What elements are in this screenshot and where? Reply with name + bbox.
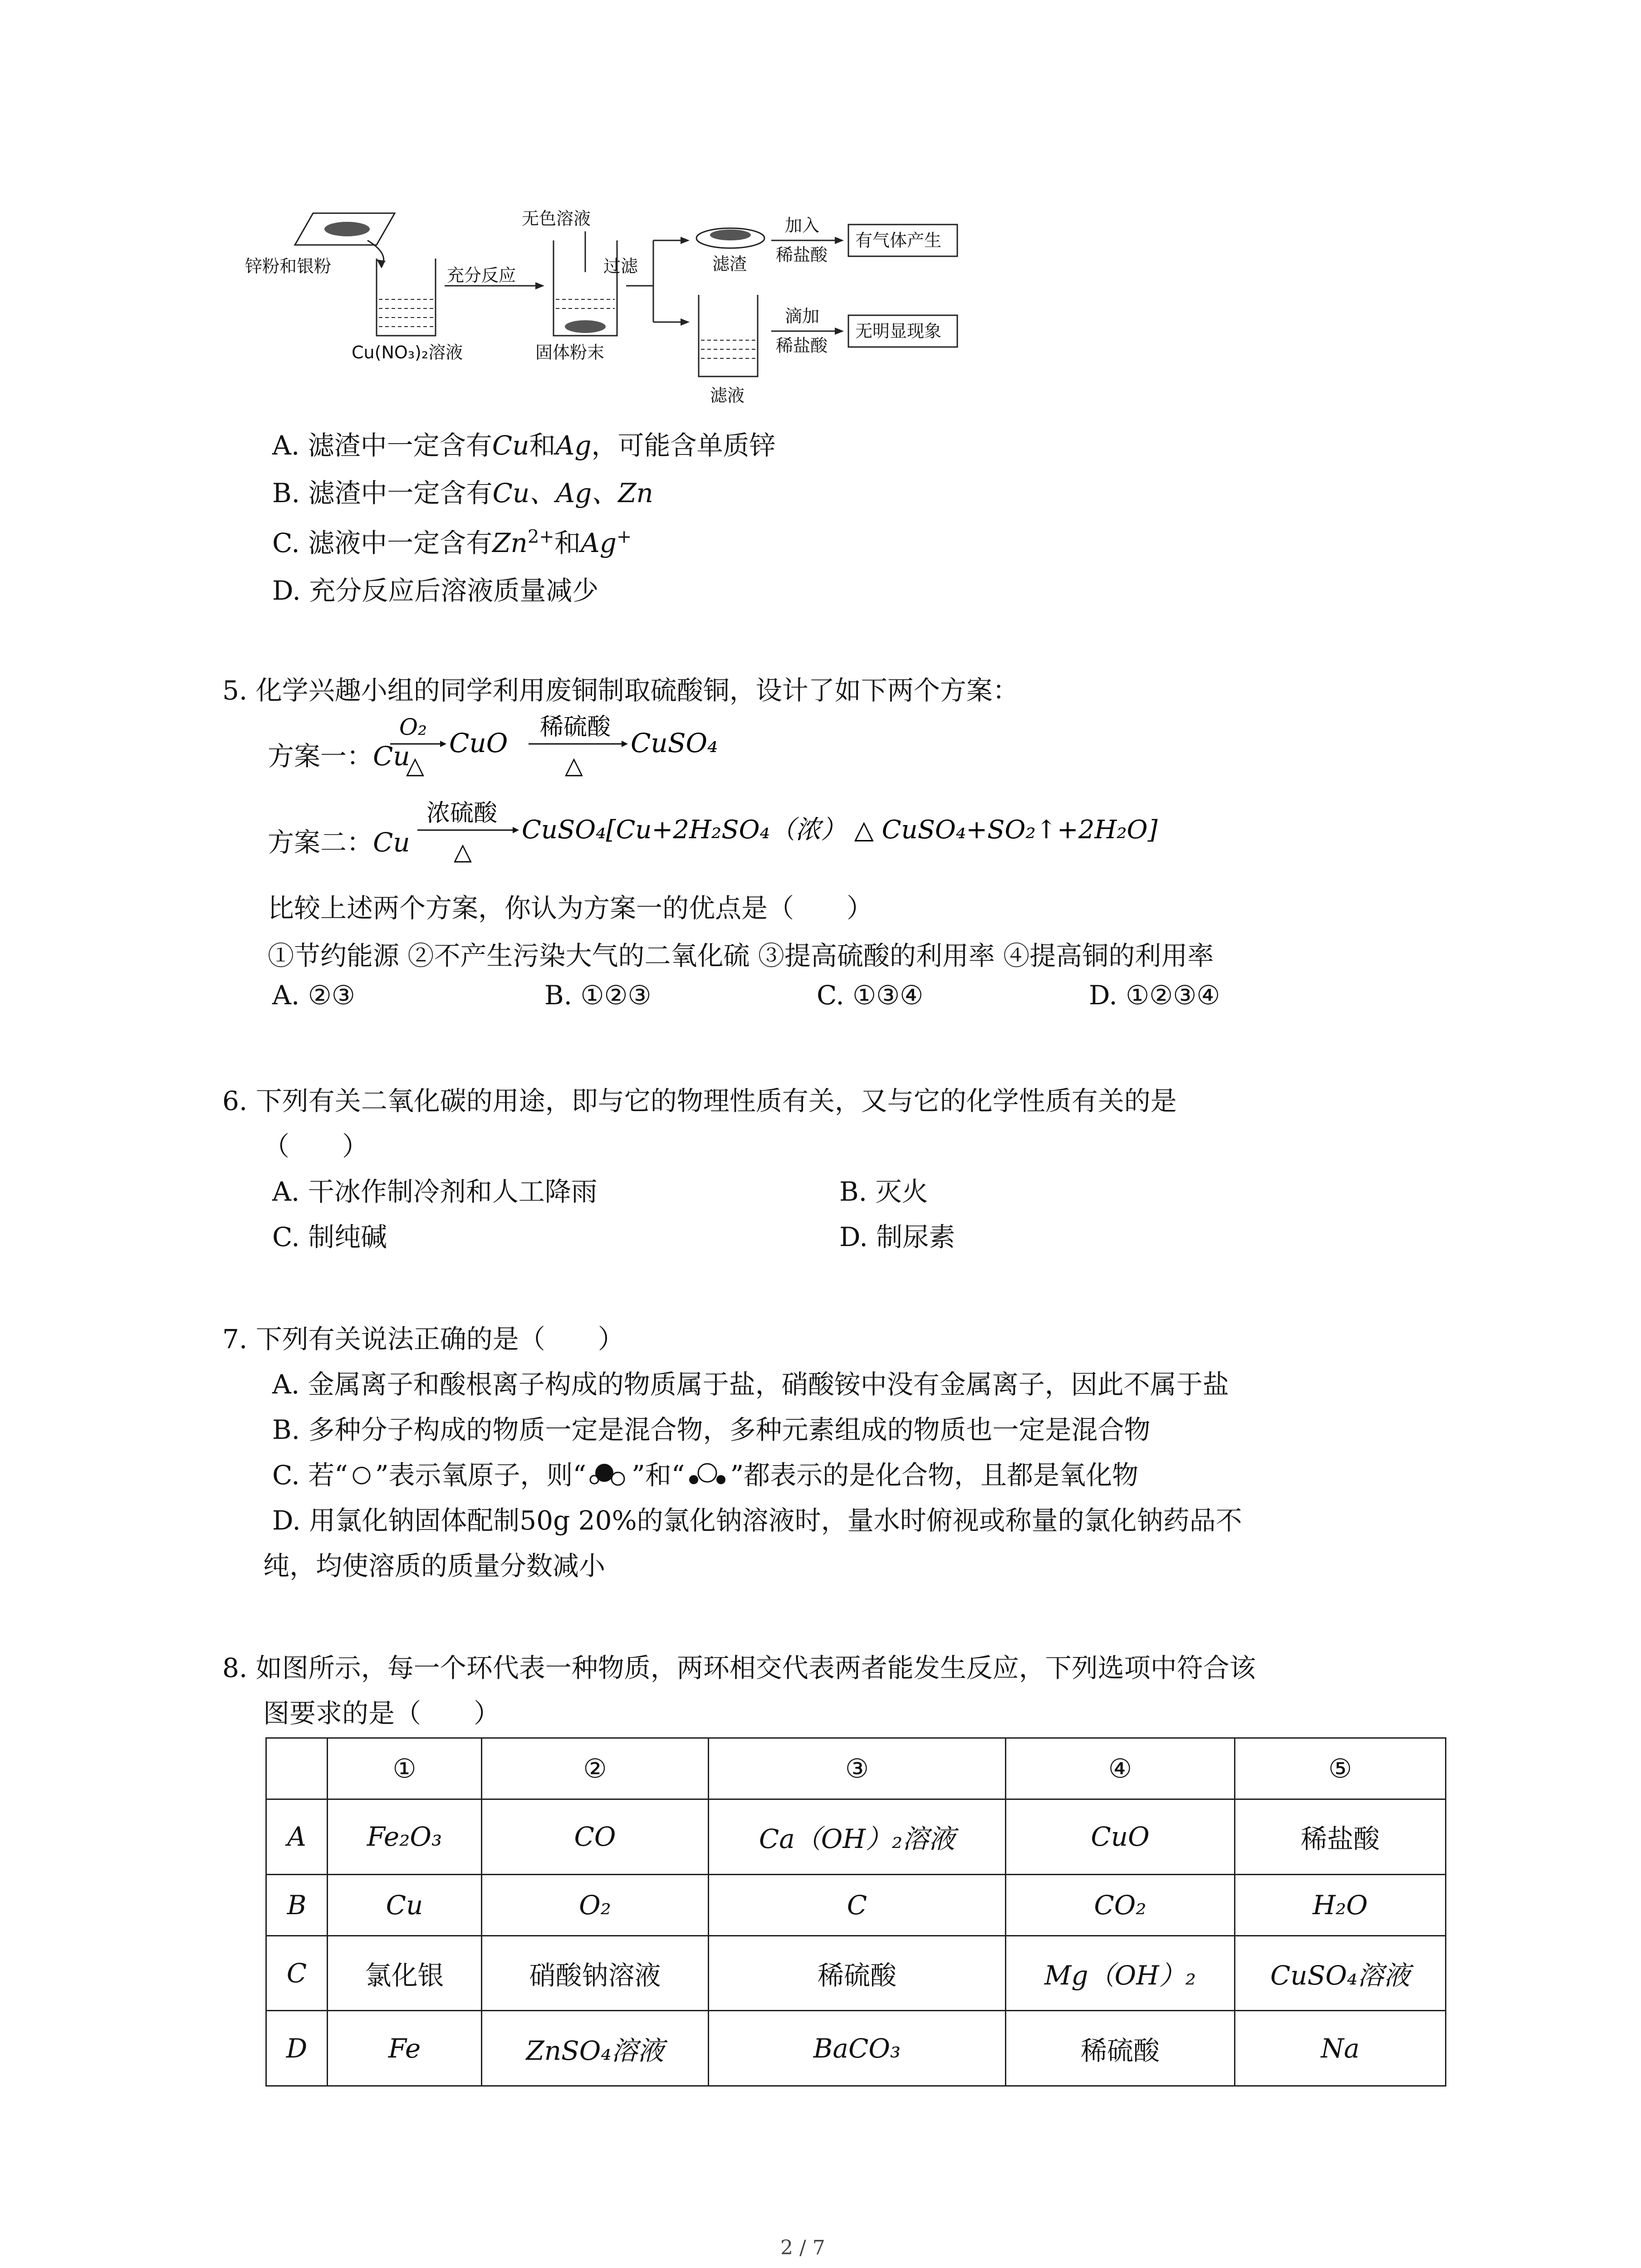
- oxygen-atom-icon: [348, 1464, 375, 1487]
- page-number: 2 / 7: [780, 2236, 825, 2259]
- label-residue: 滤渣: [712, 254, 747, 274]
- label-solid: 固体粉末: [535, 342, 605, 362]
- table-cell: CuSO₄溶液: [1235, 1936, 1446, 2011]
- q6-paren: （ ）: [263, 1131, 369, 1162]
- q5-plan2-arrows: [390, 798, 1388, 875]
- table-row: [266, 1874, 1446, 1936]
- q7-option-d-line2: 纯，均使溶质的质量分数减小: [263, 1550, 606, 1581]
- molecule-icon-b: [685, 1461, 730, 1489]
- table-cell: 硝酸钠溶液: [482, 1936, 709, 2011]
- label-drop: 滴加: [785, 306, 820, 326]
- plan1-o2: O₂: [399, 714, 427, 740]
- q5-plan1: 方案一：Cu: [268, 741, 410, 772]
- table-cell: ZnSO₄溶液: [482, 2011, 709, 2086]
- label-add: 加入: [785, 215, 820, 235]
- q7-option-b: B. 多种分子构成的物质一定是混合物，多种元素组成的物质也一定是混合物: [272, 1414, 1151, 1445]
- table-cell: 氯化银: [328, 1936, 482, 2011]
- table-cell: CO₂: [1006, 1874, 1235, 1936]
- plan1-cuo: CuO: [449, 728, 508, 758]
- table-header-row: [266, 1738, 1446, 1799]
- q8-stem-line2: 图要求的是（ ）: [263, 1698, 500, 1729]
- q7-option-c: C. 若“ ”表示氧原子，则“ ”和“ ”都表示的是化合物，且都是氧化物: [272, 1460, 1139, 1491]
- q6-option-d: D. 制尿素: [839, 1222, 955, 1252]
- q6-stem: 6. 下列有关二氧化碳的用途，即与它的物理性质有关，又与它的化学性质有关的是: [222, 1085, 1177, 1116]
- label-cu-no3: Cu(NO₃)₂溶液: [352, 342, 463, 362]
- table-header-cell: ④: [1006, 1738, 1235, 1799]
- table-cell: 稀盐酸: [1235, 1799, 1446, 1875]
- molecule-icon-a: [586, 1461, 632, 1489]
- label-add-acid: 稀盐酸: [776, 245, 828, 265]
- table-header-cell: ③: [709, 1738, 1006, 1799]
- table-cell: BaCO₃: [709, 2011, 1006, 2086]
- q6-option-b: B. 灭火: [839, 1176, 928, 1207]
- q6-option-c: C. 制纯碱: [272, 1222, 387, 1252]
- plan1-delta-1: △: [406, 752, 424, 779]
- q5-question: 比较上述两个方案，你认为方案一的优点是（ ）: [268, 893, 873, 924]
- q5-option-a: A. ②③: [272, 980, 355, 1011]
- table-cell: B: [266, 1874, 328, 1936]
- plan1-delta-2: △: [565, 752, 583, 779]
- table-cell: Fe₂O₃: [328, 1799, 482, 1875]
- table-row: [266, 1936, 1446, 2011]
- q4-option-d: D. 充分反应后溶液质量减少: [272, 575, 599, 606]
- q5-stem: 5. 化学兴趣小组的同学利用废铜制取硫酸铜，设计了如下两个方案：: [222, 675, 1019, 706]
- q8-stem-line1: 8. 如图所示，每一个环代表一种物质，两环相交代表两者能发生反应，下列选项中符合该: [222, 1652, 1256, 1683]
- table-row: [266, 2011, 1446, 2086]
- table-cell: Na: [1235, 2011, 1446, 2086]
- box-none-text: 无明显现象: [855, 321, 942, 341]
- q4-option-a: A. 滤渣中一定含有Cu和Ag，可能含单质锌: [272, 430, 776, 461]
- experiment-diagram: [245, 204, 1062, 422]
- table-cell: Ca（OH）₂溶液: [709, 1799, 1006, 1875]
- table-cell: C: [709, 1874, 1006, 1936]
- q5-option-c: C. ①③④: [817, 980, 924, 1011]
- plan1-acid: 稀硫酸: [540, 714, 611, 741]
- table-cell: CuO: [1006, 1799, 1235, 1875]
- label-react: 充分反应: [447, 265, 516, 285]
- plan2-equation: CuSO₄[Cu+2H₂SO₄（浓） △ CuSO₄+SO₂↑+2H₂O]: [522, 815, 1158, 845]
- q7-option-d-line1: D. 用氯化钠固体配制50g 20%的氯化钠溶液时，量水时俯视或称量的氯化钠药品不: [272, 1505, 1242, 1536]
- q7-option-a: A. 金属离子和酸根离子构成的物质属于盐，硝酸铵中没有金属离子，因此不属于盐: [272, 1369, 1229, 1400]
- q5-plan2: 方案二：Cu: [268, 827, 410, 858]
- q7-stem: 7. 下列有关说法正确的是（ ）: [222, 1324, 624, 1354]
- table-header-cell: [266, 1738, 328, 1799]
- table-cell: O₂: [482, 1874, 709, 1936]
- label-filtrate: 滤液: [710, 386, 745, 406]
- q5-items: ①节约能源 ②不产生污染大气的二氧化硫 ③提高硫酸的利用率 ④提高铜的利用率: [268, 940, 1214, 971]
- q8-table: [265, 1737, 1446, 2087]
- table-cell: Mg（OH）₂: [1006, 1936, 1235, 2011]
- table-cell: C: [266, 1936, 328, 2011]
- table-cell: 稀硫酸: [1006, 2011, 1235, 2086]
- table-header-cell: ⑤: [1235, 1738, 1446, 1799]
- table-cell: Cu: [328, 1874, 482, 1936]
- filtrate-beaker: [699, 295, 758, 376]
- table-cell: D: [266, 2011, 328, 2086]
- plan1-cuso4: CuSO₄: [631, 728, 718, 758]
- table-cell: A: [266, 1799, 328, 1875]
- label-zn-ag: 锌粉和银粉: [245, 256, 332, 276]
- table-cell: Fe: [328, 2011, 482, 2086]
- q6-option-a: A. 干冰作制冷剂和人工降雨: [272, 1176, 598, 1207]
- table-header-cell: ②: [482, 1738, 709, 1799]
- q4-option-b: B. 滤渣中一定含有Cu、Ag、Zn: [272, 478, 653, 508]
- label-filter: 过滤: [603, 256, 638, 276]
- q5-option-d: D. ①②③④: [1089, 980, 1220, 1011]
- label-drop-acid: 稀盐酸: [776, 336, 828, 356]
- table-row: [266, 1799, 1446, 1875]
- beaker-1: [377, 259, 436, 336]
- q4-option-c: C. 滤液中一定含有$Zn^{2+}$和Ag+: [272, 526, 632, 558]
- q5-plan1-arrows: [390, 712, 889, 789]
- table-cell: H₂O: [1235, 1874, 1446, 1936]
- plan2-acid: 浓硫酸: [426, 800, 498, 827]
- box-gas-text: 有气体产生: [855, 230, 942, 250]
- label-colorless: 无色溶液: [522, 209, 591, 229]
- table-cell: 稀硫酸: [709, 1936, 1006, 2011]
- plan2-delta: △: [454, 838, 472, 865]
- table-header-cell: ①: [328, 1738, 482, 1799]
- q5-option-b: B. ①②③: [544, 980, 652, 1011]
- powder-pile: [324, 222, 370, 236]
- table-cell: CO: [482, 1799, 709, 1875]
